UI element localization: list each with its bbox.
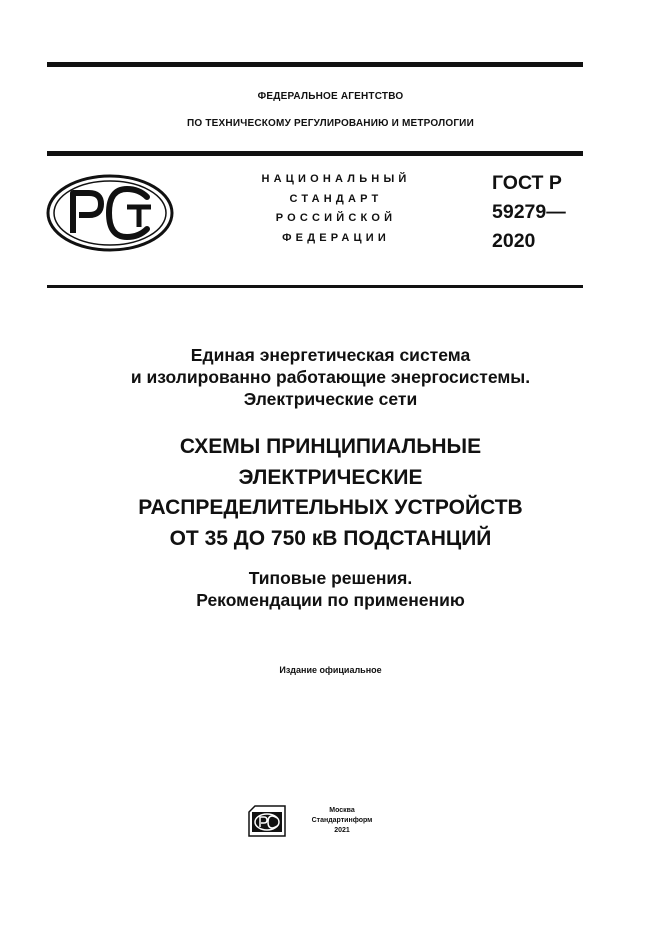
standard-type	[236, 170, 436, 248]
agency-line-2: ПО ТЕХНИЧЕСКОМУ РЕГУЛИРОВАНИЮ И МЕТРОЛОГИИ	[187, 118, 474, 129]
standard-type-line-2: СТАНДАРТ	[289, 192, 383, 205]
typical-line-1: Типовые решения.	[248, 568, 413, 588]
subtitle-line-3: Электрические сети	[243, 389, 418, 409]
agency-line-1: ФЕДЕРАЛЬНОЕ АГЕНТСТВО	[257, 91, 404, 102]
rst-logo-icon	[45, 173, 175, 253]
subtitle-line-2: и изолированно работающие энергосистемы.	[130, 367, 531, 387]
standard-type-line-4: ФЕДЕРАЦИИ	[282, 231, 390, 244]
typical-line-2: Рекомендации по применению	[196, 590, 465, 610]
designation-line-1: ГОСТ Р	[492, 172, 562, 194]
lower-rule	[47, 285, 583, 288]
main-title-line-1: СХЕМЫ ПРИНЦИПИАЛЬНЫЕ	[179, 435, 482, 458]
main-title-line-2: ЭЛЕКТРИЧЕСКИЕ	[238, 465, 423, 489]
publisher-year: 2021	[334, 827, 350, 834]
middle-rule	[47, 151, 583, 156]
publisher-logo-icon	[247, 804, 287, 838]
main-title-line-4: ОТ 35 ДО 750 кВ ПОДСТАНЦИЙ	[169, 526, 492, 550]
main-title-line-3: РАСПРЕДЕЛИТЕЛЬНЫХ УСТРОЙСТВ	[138, 496, 523, 519]
publisher-info	[296, 806, 388, 836]
main-title	[0, 432, 661, 554]
subtitle-line-1: Единая энергетическая система	[190, 345, 471, 365]
standard-type-line-1: НАЦИОНАЛЬНЫЙ	[261, 173, 411, 185]
edition-label: Издание официальное	[279, 665, 382, 675]
publisher-city: Москва	[329, 807, 355, 814]
top-rule	[47, 62, 583, 67]
publisher-name: Стандартинформ	[311, 817, 373, 824]
standard-designation	[492, 169, 566, 256]
subtitle	[0, 344, 661, 410]
designation-line-2: 59279—	[492, 201, 566, 223]
standard-type-line-3: РОССИЙСКОЙ	[275, 212, 397, 224]
designation-line-3: 2020	[492, 230, 536, 252]
typical-solutions	[0, 567, 661, 611]
